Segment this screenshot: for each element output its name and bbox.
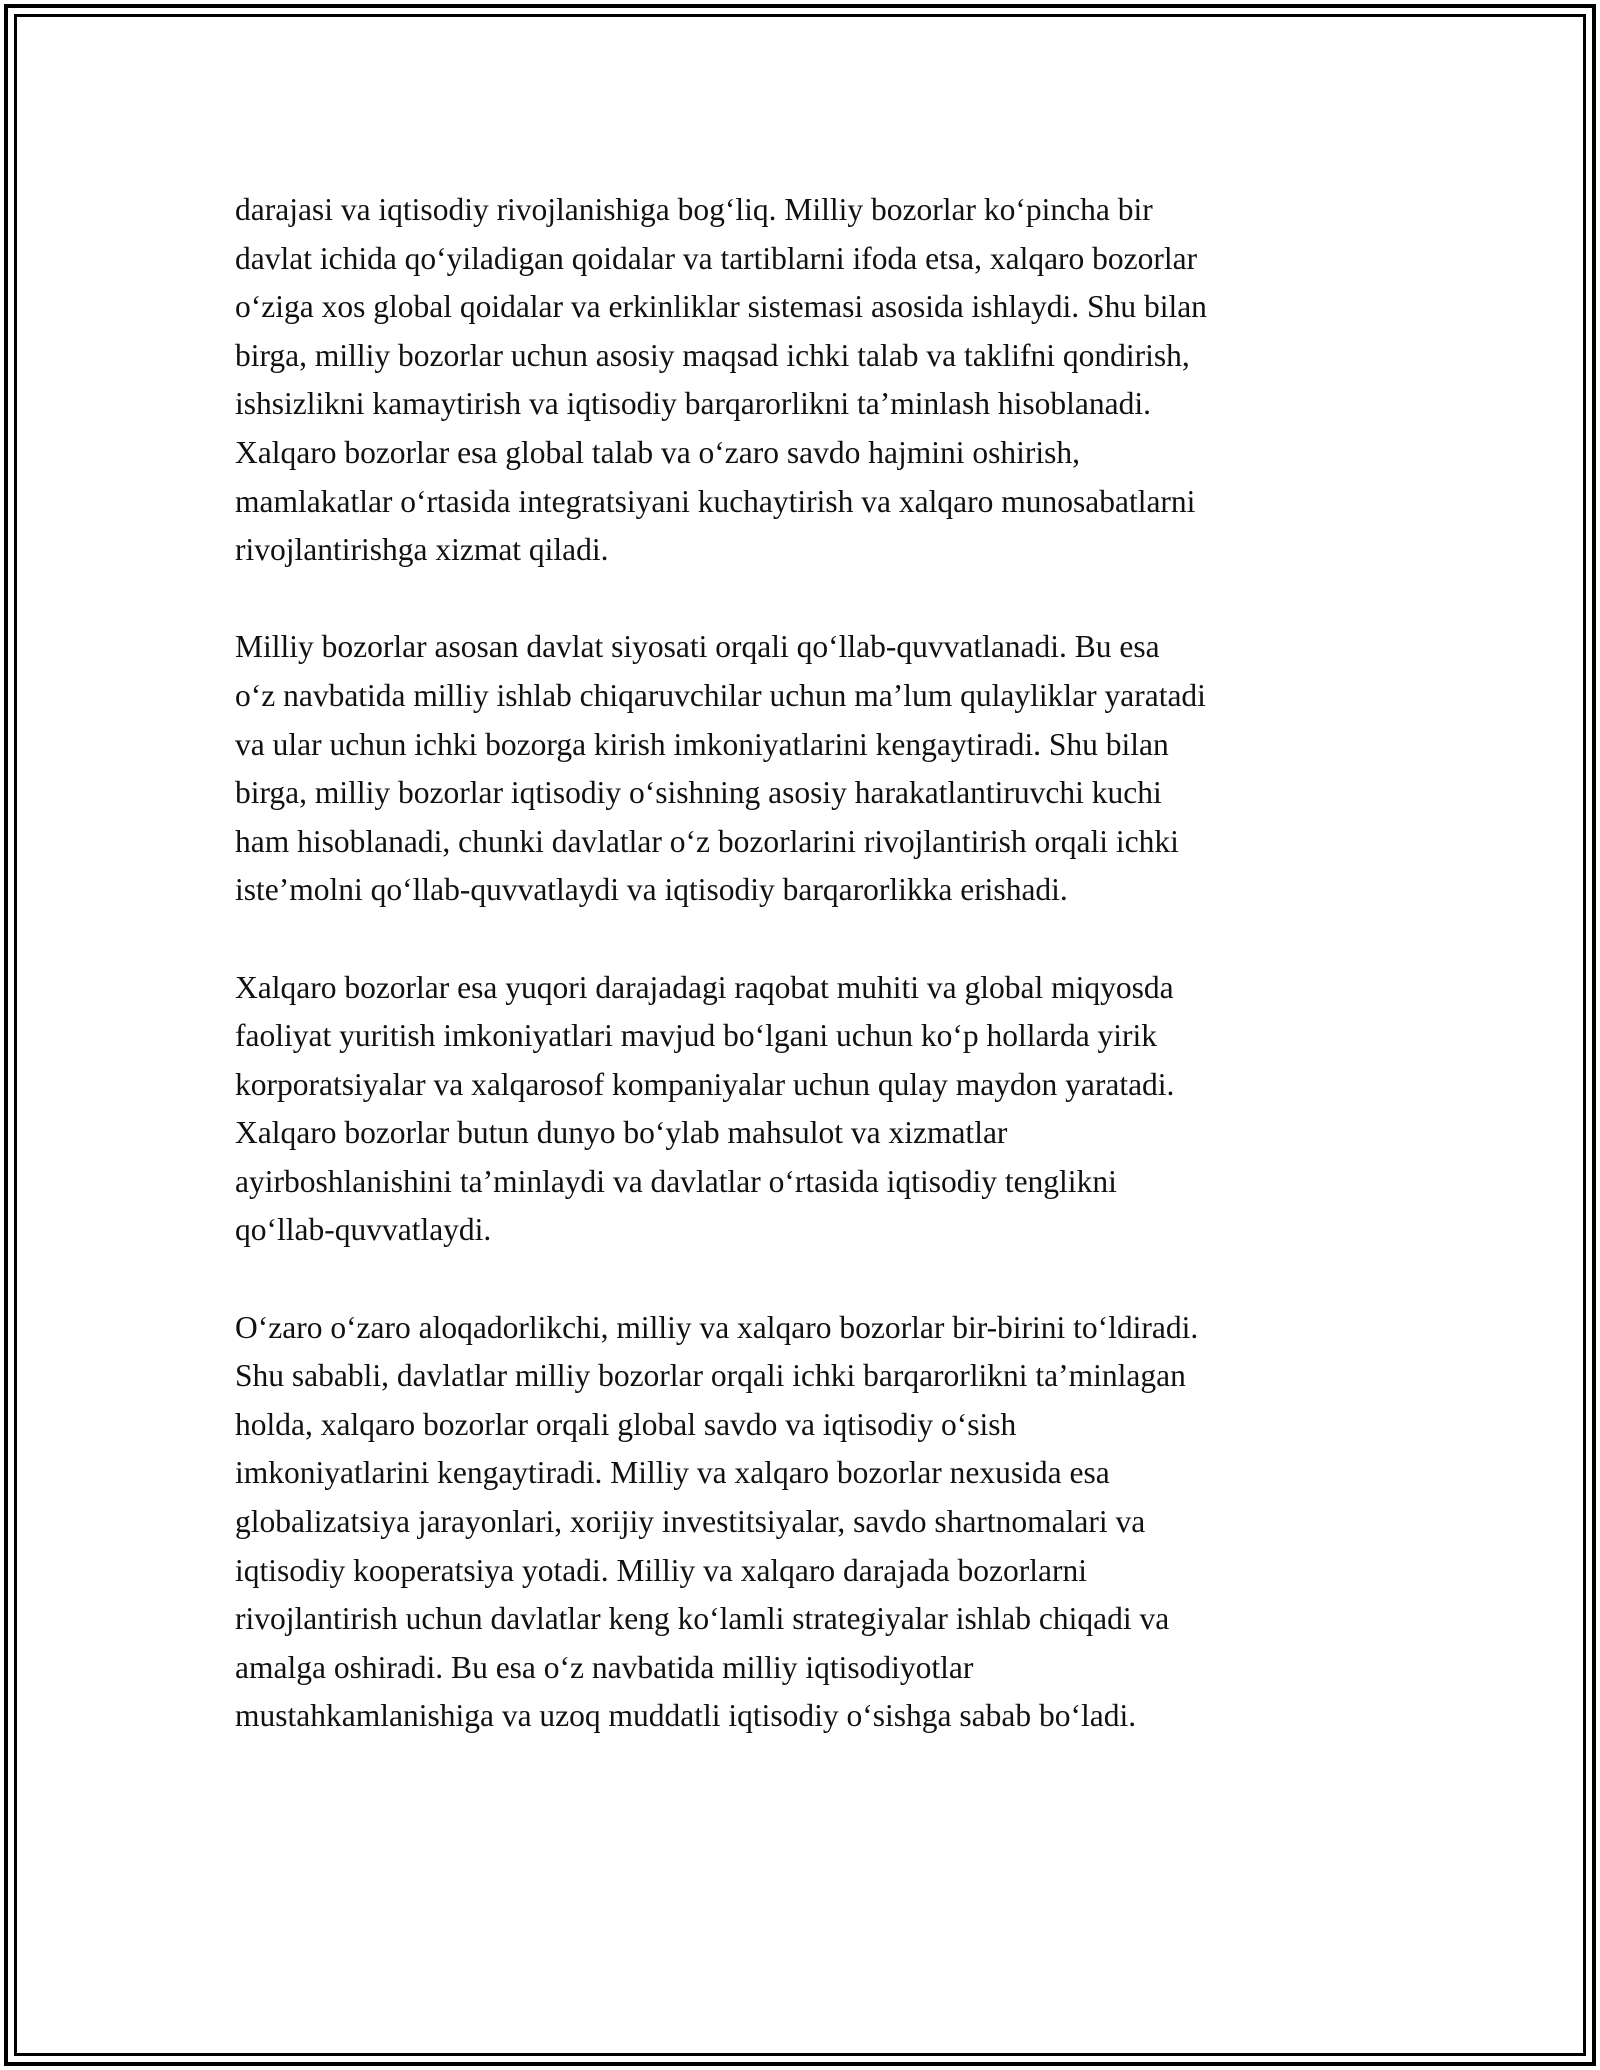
text-line: mamlakatlar o‘rtasida integratsiyani kuchaytirish va xalqaro munosabatlarni — [235, 483, 1196, 519]
text-line: Xalqaro bozorlar esa global talab va o‘zaro savdo hajmini oshirish, — [235, 434, 1080, 470]
text-line: Xalqaro bozorlar butun dunyo bo‘ylab mahsulot va xizmatlar — [235, 1115, 1008, 1151]
text-line: qo‘llab-quvvatlaydi. — [235, 1212, 492, 1248]
text-line: O‘zaro o‘zaro aloqadorlikchi, milliy va xalqaro bozorlar bir-birini to‘ldiradi. — [235, 1309, 1199, 1345]
text-line: davlat ichida qo‘yiladigan qoidalar va tartiblarni ifoda etsa, xalqaro bozorlar — [235, 240, 1198, 276]
text-line: Shu sababli, davlatlar milliy bozorlar orqali ichki barqarorlikni ta’minlagan — [235, 1358, 1186, 1394]
text-line: Xalqaro bozorlar esa yuqori darajadagi raqobat muhiti va global miqyosda — [235, 969, 1174, 1005]
paragraph-2 — [235, 623, 1375, 915]
text-line: o‘ziga xos global qoidalar va erkinliklar sistemasi asosida ishlaydi. Shu bilan — [235, 289, 1207, 325]
text-line: globalizatsiya jarayonlari, xorijiy investitsiyalar, savdo shartnomalari va — [235, 1504, 1146, 1540]
document-body — [235, 186, 1375, 1790]
text-line: Milliy bozorlar asosan davlat siyosati orqali qo‘llab-quvvatlanadi. Bu esa — [235, 629, 1160, 665]
text-line: va ular uchun ichki bozorga kirish imkoniyatlarini kengaytiradi. Shu bilan — [235, 726, 1169, 762]
text-line: birga, milliy bozorlar iqtisodiy o‘sishning asosiy harakatlantiruvchi kuchi — [235, 775, 1162, 811]
text-line: rivojlantirish uchun davlatlar keng ko‘lamli strategiyalar ishlab chiqadi va — [235, 1601, 1170, 1637]
text-line: rivojlantirishga xizmat qiladi. — [235, 532, 609, 568]
text-line: imkoniyatlarini kengaytiradi. Milliy va xalqaro bozorlar nexusida esa — [235, 1455, 1110, 1491]
text-line: ishsizlikni kamaytirish va iqtisodiy barqarorlikni ta’minlash hisoblanadi. — [235, 386, 1151, 422]
text-line: o‘z navbatida milliy ishlab chiqaruvchilar uchun ma’lum qulayliklar yaratadi — [235, 677, 1206, 713]
text-line: birga, milliy bozorlar uchun asosiy maqsad ichki talab va taklifni qondirish, — [235, 337, 1190, 373]
text-line: iste’molni qo‘llab-quvvatlaydi va iqtisodiy barqarorlikka erishadi. — [235, 872, 1068, 908]
paragraph-1 — [235, 186, 1375, 575]
paragraph-3 — [235, 964, 1375, 1256]
text-line: korporatsiyalar va xalqarosof kompaniyalar uchun qulay maydon yaratadi. — [235, 1066, 1175, 1102]
text-line: iqtisodiy kooperatsiya yotadi. Milliy va xalqaro darajada bozorlarni — [235, 1552, 1088, 1588]
text-line: amalga oshiradi. Bu esa o‘z navbatida milliy iqtisodiyotlar — [235, 1649, 974, 1685]
paragraph-4 — [235, 1304, 1375, 1741]
text-line: ham hisoblanadi, chunki davlatlar o‘z bozorlarini rivojlantirish orqali ichki — [235, 823, 1179, 859]
text-line: faoliyat yuritish imkoniyatlari mavjud bo‘lgani uchun ko‘p hollarda yirik — [235, 1018, 1158, 1054]
text-line: darajasi va iqtisodiy rivojlanishiga bog‘liq. Milliy bozorlar ko‘pincha bir — [235, 192, 1153, 227]
text-line: ayirboshlanishini ta’minlaydi va davlatlar o‘rtasida iqtisodiy tenglikni — [235, 1163, 1117, 1199]
text-line: mustahkamlanishiga va uzoq muddatli iqtisodiy o‘sishga sabab bo‘ladi. — [235, 1698, 1137, 1734]
text-line: holda, xalqaro bozorlar orqali global savdo va iqtisodiy o‘sish — [235, 1406, 1017, 1442]
